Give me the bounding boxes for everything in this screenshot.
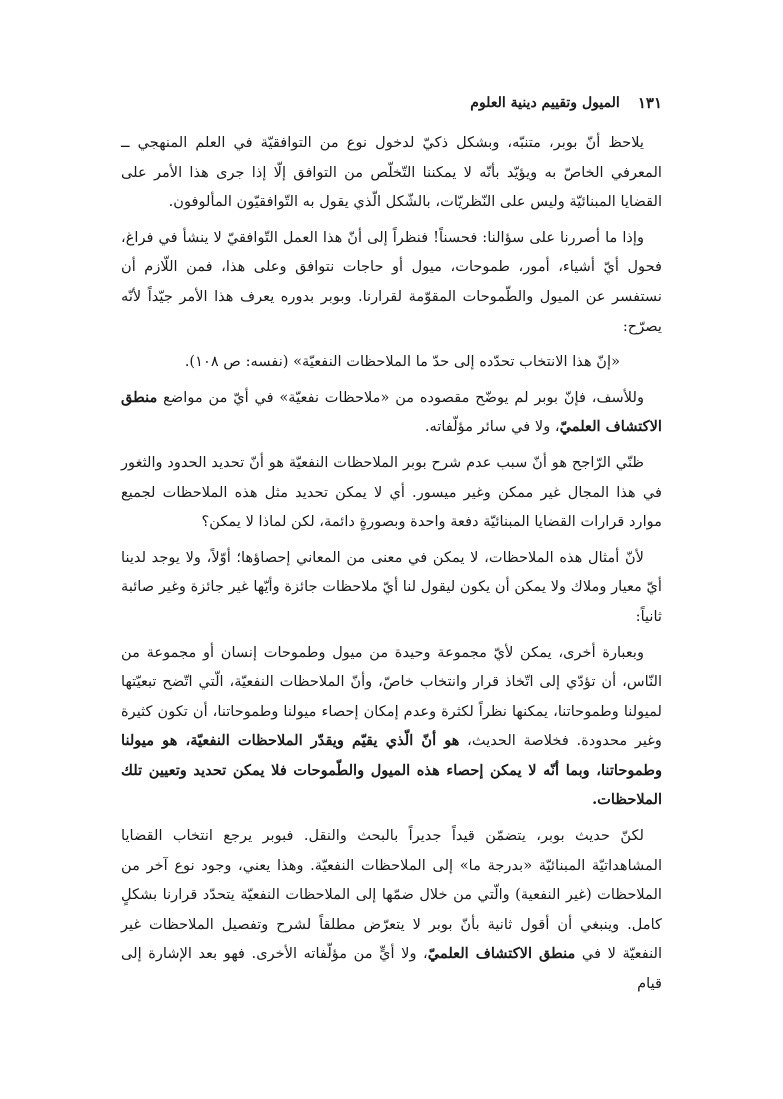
- paragraph-5: لأنّ أمثال هذه الملاحظات، لا يمكن في معنى من المعاني إحصاؤها؛ أوّلاً، ولا يوجد لدينا أيّ معيار وملاك ولا يمكن أن يكون ليقول لنا أيّ ملاحظات جائزة وأيّها غير جائزة وغير صائبة ثانياً:: [121, 548, 662, 625]
- paragraph-6-start: وبعبارة أخرى، يمكن لأيّ مجموعة وحيدة من ميول وطموحات إنسان أو مجموعة من النّاس، أن تؤدّي إلى اتّخاذ قرار وانتخاب خاصّ، وأنّ الملاحظات النفعيّة، الّتي اتّضح تبعيّتها لميولنا وطموحاتنا، يمكنها نظراً لكثرة وعدم إمكان إحصاء ميولنا وطموحاتنا، أن تكون كثيرة وغير محدودة. فخلاصة الحديث،: [121, 643, 662, 750]
- running-header: [121, 91, 662, 115]
- paragraph-3-start: وللأسف، فإنّ بوبر لم يوضّح مقصوده من «ملاحظات نفعيّة» في أيّ من مواضع: [157, 388, 644, 406]
- paragraph-7: [121, 821, 662, 999]
- book-title-bold-2: منطق الاكتشاف العلميّ: [427, 945, 576, 963]
- paragraph-6-bold: هو أنّ الّذي يقيّم ويقدّر الملاحظات النفعيّة، هو ميولنا وطموحاتنا، وبما أنّه لا يمكن إحصاء هذه الميول والطّموحات فلا يمكن تحديد وتعيين تلك الملاحظات.: [121, 732, 662, 809]
- page-number: ١٣١: [637, 94, 662, 112]
- paragraph-4: ظنّي الرّاجح هو أنّ سبب عدم شرح بوبر الملاحظات النفعيّة هو أنّ تحديد الحدود والثغور في هذا المجال غير ممكن وغير ميسور. أي لا يمكن تحديد مثل هذه الملاحظات لجميع موارد قرارات القضايا المبنائيّة دفعة واحدة وبصورةٍ دائمة، لكن لماذا لا يمكن؟: [121, 453, 662, 531]
- paragraph-3-end: ، ولا في سائر مؤلّفاته.: [424, 418, 560, 436]
- paragraph-7-start: لكنّ حديث بوبر، يتضمّن قيداً جديراً بالبحث والنقل. فبوبر يرجع انتخاب القضايا المشاهداتيّة المبنائيّة «بدرجة ما» إلى الملاحظات النفعيّة. وهذا يعني، وجود نوع آخر من الملاحظات (غير النفعية) والّتي من خلال ضمّها إلى الملاحظات النفعيّة يتحدّد قرارنا بشكلٍ كامل. وينبغي أن أقول ثانية بأنّ بوبر لا يتعرّض مطلقاً لشرح وتفصيل الملاحظات غير النفعيّة لا في: [121, 827, 662, 963]
- paragraph-2: وإذا ما أصررنا على سؤالنا: فحسناً! فنظراً إلى أنّ هذا العمل التّوافقيّ لا ينشأ في فراغ، فحول أيّ أشياء، أمور، طموحات، ميول أو حاجات نتوافق وعلى هذا، فمن اللّازم أن نستفسر عن الميول والطّموحات المقوّمة لقرارنا. وبوبر بدوره يعرف هذا الأمر جيّداً لأنّه يصرّح:: [121, 228, 662, 335]
- paragraph-3: [121, 383, 662, 442]
- paragraph-6: [121, 638, 662, 816]
- paragraph-1: يلاحظ أنّ بوبر، متنبّه، وبشكل ذكيّ لدخول نوع من التوافقيّة في العلم المنهجي ــ المعرفي الخاصّ به ويؤيّد بأنّه لا يمكننا التّخلّص من التوافق إلّا إذا جرى هذا الأمر على القضايا المبنائيّة وليس على النّظريّات، بالشّكل الّذي يقول به التّوافقيّون المألوفون.: [121, 134, 662, 211]
- quote: «إنّ هذا الانتخاب تحدّده إلى حدّ ما الملاحظات النفعيّة» (نفسه: ص ١٠٨).: [184, 353, 620, 371]
- running-title: الميول وتقييم دينية العلوم: [470, 95, 620, 111]
- paragraph-7-end: ، ولا أيٍّ من مؤلّفاته الأخرى. فهو بعد الإشارة إلى قيام: [121, 945, 662, 993]
- book-title-bold: منطق الاكتشاف العلميّ: [121, 388, 662, 436]
- body-text: [121, 128, 662, 1005]
